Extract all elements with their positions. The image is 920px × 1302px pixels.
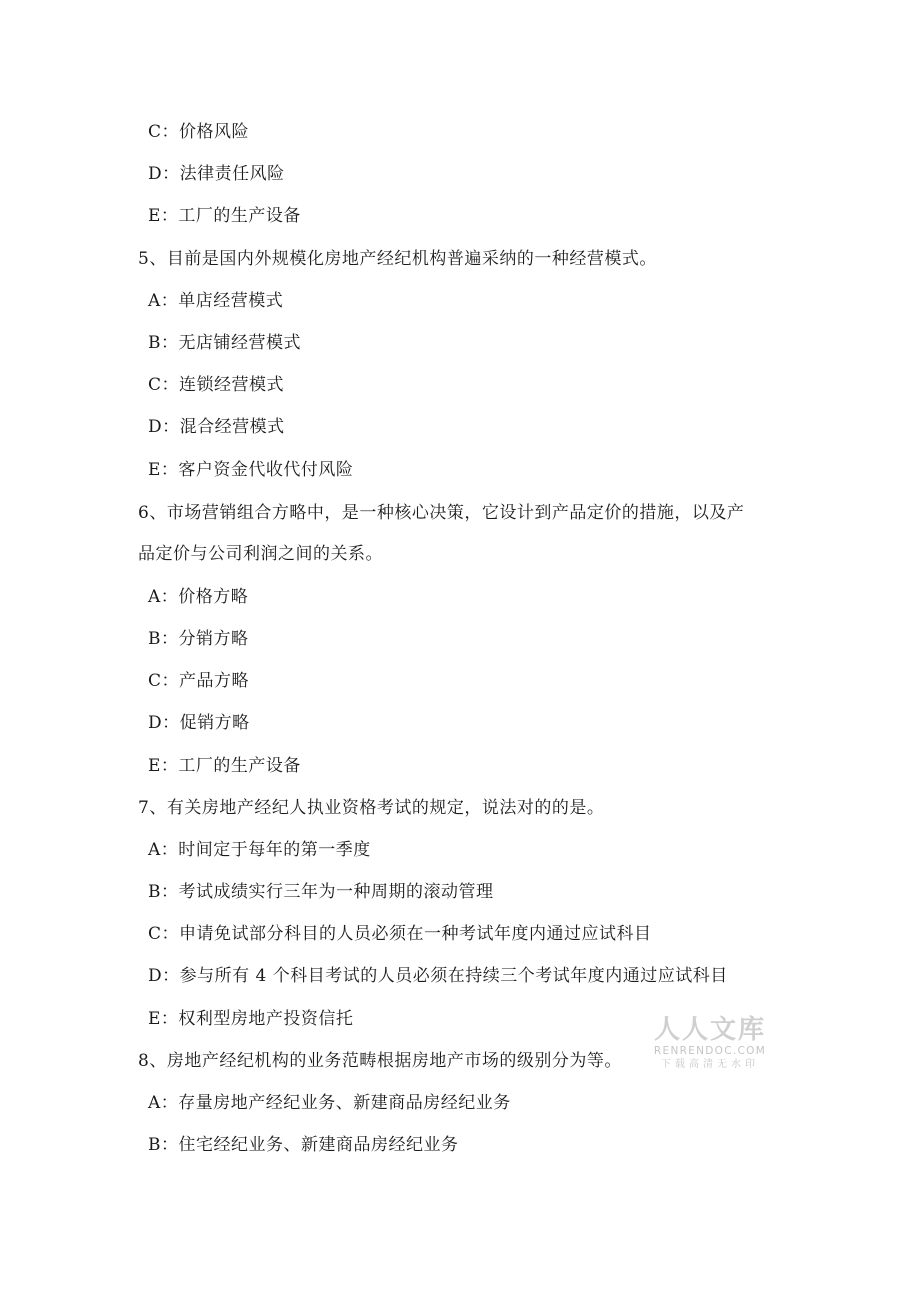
option-c-q5: C：连锁经营模式 (148, 375, 285, 395)
option-e-q6: E：工厂的生产设备 (148, 756, 301, 776)
option-c-q4: C：价格风险 (148, 122, 250, 142)
question-6-continued: 品定价与公司利润之间的关系。 (138, 544, 383, 564)
option-b-q8: B：住宅经纪业务、新建商品房经纪业务 (148, 1135, 459, 1155)
option-a-q6: A：价格方略 (148, 587, 249, 607)
option-c-q6: C：产品方略 (148, 671, 250, 691)
option-b-q6: B：分销方略 (148, 629, 249, 649)
option-b-q5: B：无店铺经营模式 (148, 333, 301, 353)
watermark-logo (648, 1015, 772, 1077)
question-5: 5、目前是国内外规模化房地产经纪机构普遍采纳的一种经营模式。 (138, 249, 657, 269)
option-b-q7: B：考试成绩实行三年为一种周期的滚动管理 (148, 882, 494, 902)
option-a-q5: A：单店经营模式 (148, 291, 284, 311)
option-e-q7: E：权利型房地产投资信托 (148, 1009, 354, 1029)
option-c-q7: C：申请免试部分科目的人员必须在一种考试年度内通过应试科目 (148, 924, 652, 944)
option-e-q4: E：工厂的生产设备 (148, 206, 301, 226)
option-e-q5: E：客户资金代收代付风险 (148, 460, 354, 480)
watermark-domain: RENRENDOC.COM (653, 1045, 767, 1057)
watermark-subtitle: 下载高清无水印 (661, 1059, 759, 1070)
question-8: 8、房地产经纪机构的业务范畴根据房地产市场的级别分为等。 (138, 1051, 622, 1071)
question-7: 7、有关房地产经纪人执业资格考试的规定，说法对的的是。 (138, 798, 605, 818)
watermark-title: 人人文库 (653, 1015, 766, 1045)
option-d-q5: D：混合经营模式 (148, 417, 285, 437)
option-d-q7: D：参与所有 4 个科目考试的人员必须在持续三个考试年度内通过应试科目 (148, 966, 728, 986)
option-a-q7: A：时间定于每年的第一季度 (148, 840, 371, 860)
option-a-q8: A：存量房地产经纪业务、新建商品房经纪业务 (148, 1093, 511, 1113)
option-d-q6: D：促销方略 (148, 713, 250, 733)
option-d-q4: D：法律责任风险 (148, 164, 285, 184)
question-6: 6、市场营销组合方略中，是一种核心决策，它设计到产品定价的措施，以及产 (138, 503, 745, 523)
